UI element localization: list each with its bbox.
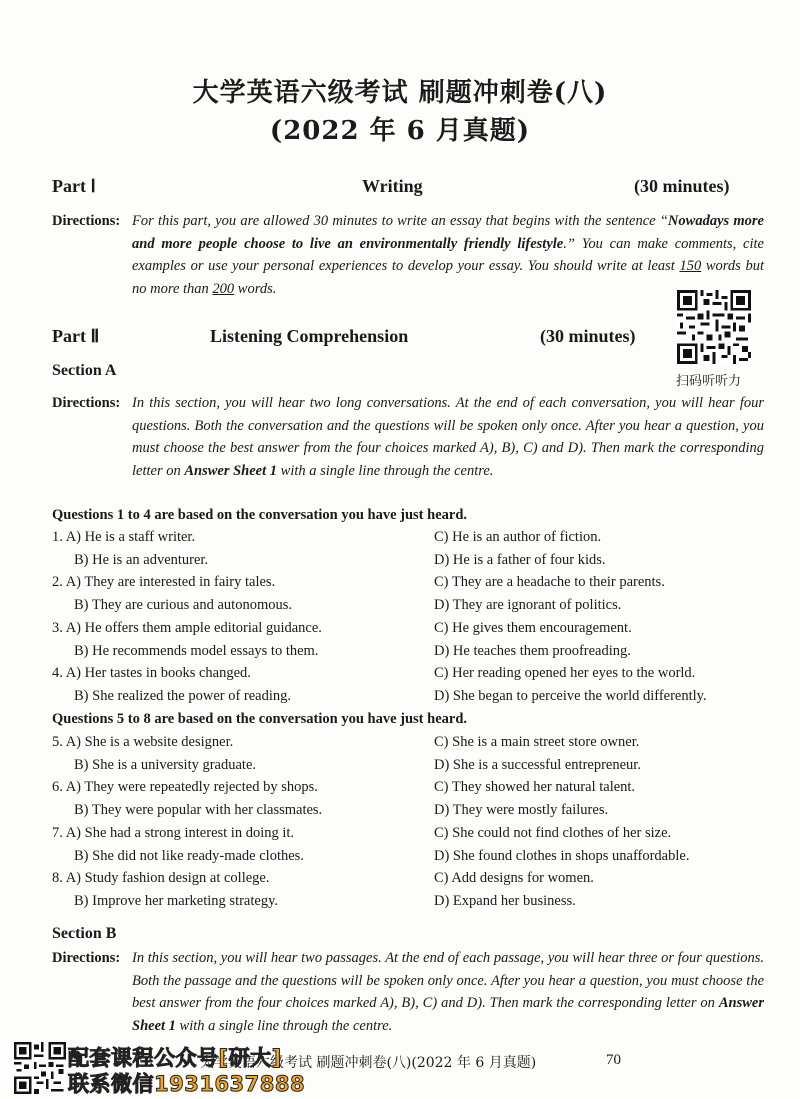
directions-text: In this section, you will hear two long conversations. At the end of each conversation, you will hear four questions. Both the conversation and the questions will be spoken only once. After you hear a question, you must choose the best answer from the four choices marked A), B), C) and D). Then mark the corresponding letter on Answer Sheet 1 with a single line through the centre. <box>132 395 764 479</box>
part2-name: Listening Comprehension <box>210 326 409 346</box>
directions-label: Directions: <box>52 213 121 229</box>
option-2d[interactable]: D) They are ignorant of politics. <box>434 597 622 613</box>
max-words: 200 <box>212 280 235 297</box>
option-3a[interactable]: 3. A) He offers them ample editorial guidance. <box>52 620 322 636</box>
section-a-heading: Section A <box>52 362 117 379</box>
option-7d[interactable]: D) She found clothes in shops unaffordable. <box>434 848 690 864</box>
question-group-heading: Questions 5 to 8 are based on the conversation you have just heard. <box>52 711 468 727</box>
part1-time: (30 minutes) <box>634 176 730 196</box>
part2-header <box>52 326 764 354</box>
part2-time: (30 minutes) <box>540 326 636 346</box>
directions-text: In this section, you will hear two passages. At the end of each passage, you will hear three or four questions. Both the passage and the questions will be spoken only once. After you hear a question, you must choose the best answer from the four choices marked A), B), C) and D). Then mark the corresponding letter on Answer Sheet 1 with a single line through the centre. <box>132 950 764 1034</box>
option-5d[interactable]: D) She is a successful entrepreneur. <box>434 757 641 773</box>
answer-sheet-ref: Answer Sheet 1 <box>132 995 764 1034</box>
directions-text: For this part, you are allowed 30 minutes to write an essay that begins with the sentence “Nowadays more and more people choose to live an environmentally friendly lifestyle.” You can make comments, cite examples or use your personal experiences to develop your essay. You should write at least 150 words but no more than 200 words. <box>132 213 764 297</box>
part1-name: Writing <box>362 176 423 196</box>
part1-label: Part Ⅰ <box>52 176 96 196</box>
option-8d[interactable]: D) Expand her business. <box>434 893 576 909</box>
option-1c[interactable]: C) He is an author of fiction. <box>434 529 602 545</box>
directions-label: Directions: <box>52 395 121 411</box>
option-7a[interactable]: 7. A) She had a strong interest in doing it. <box>52 825 295 841</box>
option-4d[interactable]: D) She began to perceive the world differently. <box>434 688 707 704</box>
option-6b[interactable]: B) They were popular with her classmates. <box>74 802 323 818</box>
option-6a[interactable]: 6. A) They were repeatedly rejected by shops. <box>52 779 318 795</box>
part1-directions <box>52 210 762 302</box>
option-2a[interactable]: 2. A) They are interested in fairy tales. <box>52 574 276 590</box>
running-footer-title: 大学英语六级考试 刷题冲刺卷(八)(2022 年 6 月真题) <box>200 1055 537 1071</box>
option-1b[interactable]: B) He is an adventurer. <box>74 552 209 568</box>
page-footer <box>0 1040 800 1098</box>
promo-line-1: 配套课程公众号[研大] <box>68 1046 282 1070</box>
option-2b[interactable]: B) They are curious and autonomous. <box>74 597 292 613</box>
option-6c[interactable]: C) They showed her natural talent. <box>434 779 636 795</box>
option-3b[interactable]: B) He recommends model essays to them. <box>74 643 319 659</box>
part1-header <box>52 176 764 204</box>
option-1d[interactable]: D) He is a father of four kids. <box>434 552 606 568</box>
answer-sheet-ref: Answer Sheet 1 <box>184 462 278 479</box>
directions-label: Directions: <box>52 950 121 966</box>
option-5c[interactable]: C) She is a main street store owner. <box>434 734 640 750</box>
option-4b[interactable]: B) She realized the power of reading. <box>74 688 292 704</box>
part2-label: Part Ⅱ <box>52 326 100 346</box>
promo-line-2: 联系微信1931637888 <box>68 1072 306 1096</box>
option-5b[interactable]: B) She is a university graduate. <box>74 757 257 773</box>
option-7b[interactable]: B) She did not like ready-made clothes. <box>74 848 304 864</box>
qr-caption: 扫码听听力 <box>676 374 742 389</box>
option-8a[interactable]: 8. A) Study fashion design at college. <box>52 870 270 886</box>
option-2c[interactable]: C) They are a headache to their parents. <box>434 574 665 590</box>
option-3d[interactable]: D) He teaches them proofreading. <box>434 643 631 659</box>
option-5a[interactable]: 5. A) She is a website designer. <box>52 734 234 750</box>
page-subtitle: (2022 年 6 月真题) <box>269 116 531 146</box>
page-title: 大学英语六级考试 刷题冲刺卷(八) <box>192 78 608 108</box>
option-4a[interactable]: 4. A) Her tastes in books changed. <box>52 665 251 681</box>
section-b-directions <box>52 947 762 1039</box>
question-group-heading: Questions 1 to 4 are based on the conversation you have just heard. <box>52 507 468 523</box>
section-b-heading: Section B <box>52 925 117 942</box>
option-1a[interactable]: 1. A) He is a staff writer. <box>52 529 196 545</box>
page-number: 70 <box>606 1052 621 1068</box>
option-7c[interactable]: C) She could not find clothes of her size. <box>434 825 672 841</box>
section-a-directions <box>52 392 762 506</box>
footer-qr-code-icon[interactable] <box>14 1042 66 1094</box>
option-8c[interactable]: C) Add designs for women. <box>434 870 594 886</box>
option-8b[interactable]: B) Improve her marketing strategy. <box>74 893 279 909</box>
option-6d[interactable]: D) They were mostly failures. <box>434 802 609 818</box>
essay-prompt: Nowadays more and more people choose to live an environmentally friendly lifestyle <box>132 213 764 252</box>
option-4c[interactable]: C) Her reading opened her eyes to the world. <box>434 665 696 681</box>
min-words: 150 <box>679 258 702 274</box>
option-3c[interactable]: C) He gives them encouragement. <box>434 620 632 636</box>
